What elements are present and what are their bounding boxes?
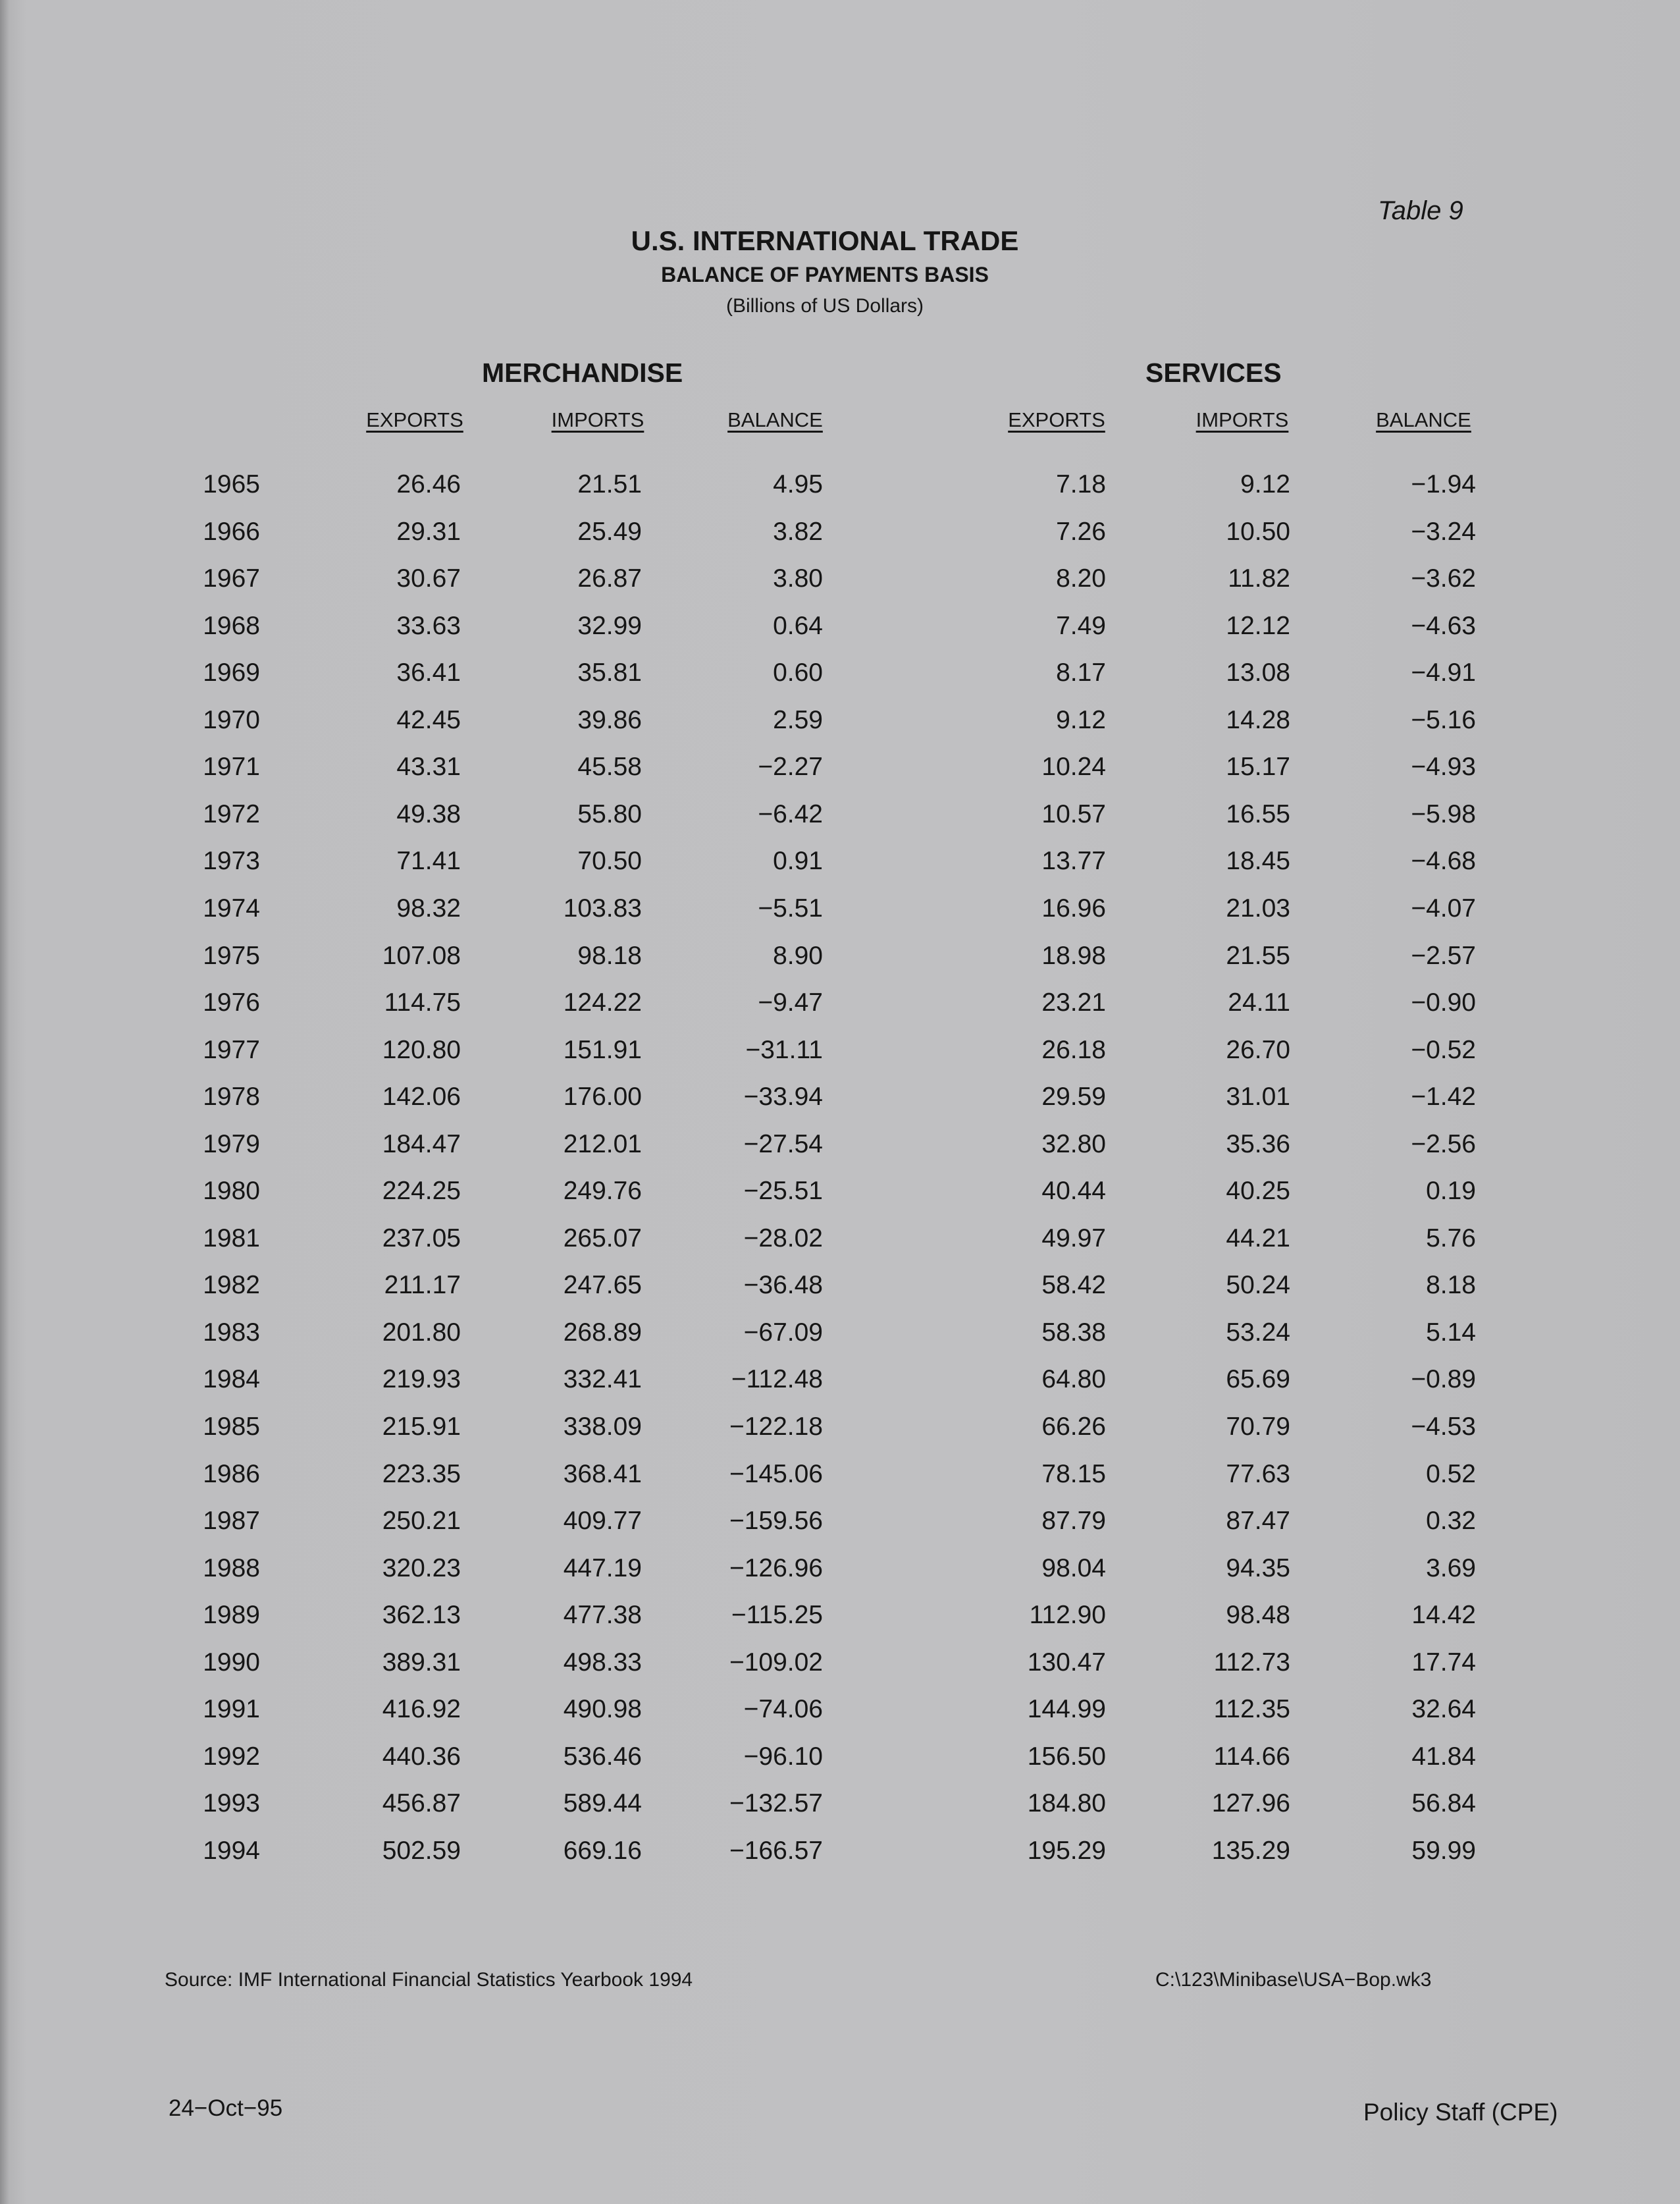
serv-balance-cell: −4.63 <box>1411 611 1476 640</box>
serv-exports-cell: 156.50 <box>1027 1742 1106 1771</box>
merch-balance-cell: 4.95 <box>773 470 823 498</box>
table-row <box>0 612 1680 651</box>
serv-exports-cell: 87.79 <box>1041 1507 1106 1536</box>
merch-imports-cell: 124.22 <box>563 988 642 1017</box>
serv-imports-cell: 127.96 <box>1211 1789 1290 1818</box>
merch-exports-cell: 320.23 <box>382 1553 461 1582</box>
serv-imports-cell: 44.21 <box>1226 1223 1290 1252</box>
merch-imports-cell: 490.98 <box>563 1695 642 1724</box>
merch-imports-header: IMPORTS <box>551 408 644 431</box>
merch-imports-cell: 249.76 <box>563 1177 642 1206</box>
year-cell: 1991 <box>203 1695 260 1724</box>
merch-balance-cell: 3.82 <box>773 517 823 546</box>
serv-exports-cell: 8.20 <box>1056 564 1106 593</box>
year-cell: 1966 <box>203 517 260 546</box>
merch-exports-cell: 201.80 <box>382 1318 461 1347</box>
table-row <box>0 1271 1680 1310</box>
serv-imports-cell: 65.69 <box>1226 1365 1290 1394</box>
table-row <box>0 1601 1680 1640</box>
table-label: Table 9 <box>1378 196 1463 225</box>
merch-exports-cell: 440.36 <box>382 1742 461 1771</box>
merch-imports-cell: 247.65 <box>563 1271 642 1300</box>
year-cell: 1971 <box>203 753 260 782</box>
merch-imports-cell: 26.87 <box>577 564 642 593</box>
merch-imports-cell: 151.91 <box>563 1035 642 1064</box>
table-row <box>0 800 1680 840</box>
merch-exports-cell: 36.41 <box>396 659 461 687</box>
merch-balance-cell: 0.91 <box>773 847 823 876</box>
serv-imports-cell: 10.50 <box>1226 517 1290 546</box>
source-note: Source: IMF International Financial Statistics Yearbook 1994 <box>165 1969 693 1991</box>
serv-imports-cell: 94.35 <box>1226 1553 1290 1582</box>
merch-exports-cell: 43.31 <box>396 753 461 782</box>
serv-balance-cell: 8.18 <box>1426 1271 1476 1300</box>
merch-balance-cell: 2.59 <box>773 705 823 734</box>
table-row <box>0 1130 1680 1169</box>
serv-balance-cell: 17.74 <box>1411 1648 1476 1677</box>
serv-imports-cell: 21.55 <box>1226 941 1290 970</box>
merch-imports-cell: 669.16 <box>563 1836 642 1865</box>
serv-exports-cell: 58.42 <box>1041 1271 1106 1300</box>
serv-imports-cell: 12.12 <box>1226 611 1290 640</box>
serv-exports-cell: 195.29 <box>1027 1836 1106 1865</box>
merch-exports-cell: 215.91 <box>382 1412 461 1441</box>
year-cell: 1968 <box>203 611 260 640</box>
merch-balance-cell: −109.02 <box>729 1648 823 1677</box>
year-cell: 1990 <box>203 1648 260 1677</box>
serv-imports-cell: 114.66 <box>1213 1742 1290 1771</box>
merch-imports-cell: 176.00 <box>563 1083 642 1112</box>
merch-balance-cell: 8.90 <box>773 941 823 970</box>
merch-imports-cell: 45.58 <box>577 753 642 782</box>
serv-balance-cell: 41.84 <box>1411 1742 1476 1771</box>
serv-exports-cell: 9.12 <box>1056 705 1106 734</box>
serv-imports-cell: 24.11 <box>1228 988 1290 1017</box>
table-row <box>0 988 1680 1028</box>
serv-exports-cell: 112.90 <box>1029 1601 1106 1630</box>
merch-imports-cell: 39.86 <box>577 705 642 734</box>
merch-exports-cell: 211.17 <box>384 1271 461 1300</box>
serv-imports-cell: 9.12 <box>1240 470 1290 498</box>
units-note: (Billions of US Dollars) <box>725 295 924 317</box>
serv-balance-header: BALANCE <box>1376 408 1471 431</box>
serv-imports-cell: 98.48 <box>1226 1601 1290 1630</box>
merch-imports-cell: 332.41 <box>563 1365 642 1394</box>
merch-exports-cell: 120.80 <box>382 1035 461 1064</box>
serv-imports-cell: 112.35 <box>1213 1695 1290 1724</box>
serv-exports-cell: 98.04 <box>1041 1553 1106 1582</box>
merch-exports-cell: 219.93 <box>382 1365 461 1394</box>
serv-exports-cell: 184.80 <box>1027 1789 1106 1818</box>
table-row <box>0 847 1680 886</box>
year-cell: 1984 <box>203 1365 260 1394</box>
merch-exports-cell: 114.75 <box>384 988 461 1017</box>
table-row <box>0 1648 1680 1688</box>
serv-balance-cell: −5.16 <box>1411 705 1476 734</box>
year-cell: 1975 <box>203 941 260 970</box>
serv-imports-cell: 135.29 <box>1211 1836 1290 1865</box>
table-row <box>0 564 1680 604</box>
serv-imports-cell: 31.01 <box>1226 1083 1290 1112</box>
table-row <box>0 1789 1680 1829</box>
merch-exports-cell: 142.06 <box>382 1083 461 1112</box>
merch-balance-header: BALANCE <box>727 408 823 431</box>
year-cell: 1980 <box>203 1177 260 1206</box>
serv-imports-cell: 50.24 <box>1226 1271 1290 1300</box>
merch-imports-cell: 25.49 <box>577 517 642 546</box>
merch-imports-cell: 338.09 <box>563 1412 642 1441</box>
merch-imports-cell: 21.51 <box>577 470 642 498</box>
table-row <box>0 1412 1680 1452</box>
serv-imports-cell: 53.24 <box>1226 1318 1290 1347</box>
merch-balance-cell: −96.10 <box>743 1742 823 1771</box>
year-cell: 1978 <box>203 1083 260 1112</box>
serv-balance-cell: 0.19 <box>1426 1177 1476 1206</box>
table-row <box>0 1224 1680 1264</box>
serv-balance-cell: −2.57 <box>1411 941 1476 970</box>
table-row <box>0 1554 1680 1594</box>
merch-exports-cell: 502.59 <box>382 1836 461 1865</box>
table-row <box>0 518 1680 557</box>
merch-balance-cell: −126.96 <box>729 1553 823 1582</box>
serv-imports-cell: 112.73 <box>1213 1648 1290 1677</box>
serv-exports-cell: 8.17 <box>1056 659 1106 687</box>
merch-balance-cell: −166.57 <box>729 1836 823 1865</box>
serv-imports-cell: 70.79 <box>1226 1412 1290 1441</box>
merch-imports-cell: 32.99 <box>577 611 642 640</box>
year-cell: 1981 <box>203 1223 260 1252</box>
merch-balance-cell: 0.64 <box>773 611 823 640</box>
serv-exports-cell: 26.18 <box>1041 1035 1106 1064</box>
year-cell: 1973 <box>203 847 260 876</box>
merch-balance-cell: −122.18 <box>729 1412 823 1441</box>
table-row <box>0 753 1680 792</box>
serv-imports-cell: 87.47 <box>1226 1507 1290 1536</box>
serv-balance-cell: −1.94 <box>1411 470 1476 498</box>
merch-balance-cell: −67.09 <box>743 1318 823 1347</box>
serv-exports-cell: 40.44 <box>1041 1177 1106 1206</box>
serv-balance-cell: −3.62 <box>1411 564 1476 593</box>
table-row <box>0 1460 1680 1499</box>
merch-balance-cell: −9.47 <box>758 988 823 1017</box>
year-cell: 1982 <box>203 1271 260 1300</box>
merch-imports-cell: 477.38 <box>563 1601 642 1630</box>
year-cell: 1969 <box>203 659 260 687</box>
table-row <box>0 1036 1680 1075</box>
serv-balance-cell: −5.98 <box>1411 799 1476 828</box>
serv-balance-cell: −4.07 <box>1411 894 1476 923</box>
serv-exports-header: EXPORTS <box>1008 408 1105 431</box>
serv-imports-cell: 35.36 <box>1226 1129 1290 1158</box>
merch-imports-cell: 498.33 <box>563 1648 642 1677</box>
serv-exports-cell: 58.38 <box>1041 1318 1106 1347</box>
year-cell: 1970 <box>203 705 260 734</box>
serv-exports-cell: 144.99 <box>1027 1695 1106 1724</box>
table-row <box>0 1365 1680 1405</box>
serv-imports-cell: 18.45 <box>1226 847 1290 876</box>
merch-exports-cell: 29.31 <box>396 517 461 546</box>
merch-exports-cell: 223.35 <box>382 1459 461 1488</box>
merch-exports-cell: 42.45 <box>396 705 461 734</box>
year-cell: 1993 <box>203 1789 260 1818</box>
serv-imports-cell: 14.28 <box>1226 705 1290 734</box>
merch-balance-cell: −36.48 <box>743 1271 823 1300</box>
merch-imports-cell: 98.18 <box>577 941 642 970</box>
page-title: U.S. INTERNATIONAL TRADE <box>631 225 1019 256</box>
merch-imports-cell: 589.44 <box>563 1789 642 1818</box>
serv-balance-cell: 56.84 <box>1411 1789 1476 1818</box>
serv-exports-cell: 10.57 <box>1041 799 1106 828</box>
merch-imports-cell: 447.19 <box>563 1553 642 1582</box>
serv-exports-cell: 130.47 <box>1027 1648 1106 1677</box>
table-row <box>0 1695 1680 1734</box>
merch-balance-cell: −5.51 <box>758 894 823 923</box>
serv-balance-cell: −3.24 <box>1411 517 1476 546</box>
serv-exports-cell: 7.49 <box>1056 611 1106 640</box>
serv-imports-cell: 21.03 <box>1226 894 1290 923</box>
serv-imports-cell: 26.70 <box>1226 1035 1290 1064</box>
serv-imports-cell: 15.17 <box>1226 753 1290 782</box>
merch-exports-cell: 98.32 <box>396 894 461 923</box>
merch-exports-cell: 416.92 <box>382 1695 461 1724</box>
merch-balance-cell: −25.51 <box>743 1177 823 1206</box>
serv-exports-cell: 18.98 <box>1041 941 1106 970</box>
year-cell: 1972 <box>203 799 260 828</box>
year-cell: 1983 <box>203 1318 260 1347</box>
year-cell: 1987 <box>203 1507 260 1536</box>
table-row <box>0 470 1680 510</box>
serv-exports-cell: 29.59 <box>1041 1083 1106 1112</box>
serv-balance-cell: −2.56 <box>1411 1129 1476 1158</box>
merch-balance-cell: −2.27 <box>758 753 823 782</box>
serv-exports-cell: 13.77 <box>1041 847 1106 876</box>
author-footer: Policy Staff (CPE) <box>1363 2099 1558 2126</box>
merch-balance-cell: −145.06 <box>729 1459 823 1488</box>
serv-balance-cell: 14.42 <box>1411 1601 1476 1630</box>
merch-exports-cell: 224.25 <box>382 1177 461 1206</box>
year-cell: 1989 <box>203 1601 260 1630</box>
table-row <box>0 1177 1680 1216</box>
merch-imports-cell: 103.83 <box>563 894 642 923</box>
year-cell: 1979 <box>203 1129 260 1158</box>
serv-balance-cell: −4.93 <box>1411 753 1476 782</box>
year-cell: 1974 <box>203 894 260 923</box>
serv-balance-cell: 0.52 <box>1426 1459 1476 1488</box>
serv-balance-cell: 59.99 <box>1411 1836 1476 1865</box>
merch-exports-cell: 30.67 <box>396 564 461 593</box>
serv-balance-cell: 5.76 <box>1426 1223 1476 1252</box>
merch-imports-cell: 55.80 <box>577 799 642 828</box>
merch-balance-cell: −31.11 <box>745 1035 823 1064</box>
merch-exports-cell: 456.87 <box>382 1789 461 1818</box>
table-row <box>0 1083 1680 1122</box>
merch-balance-cell: −6.42 <box>758 799 823 828</box>
serv-imports-cell: 40.25 <box>1226 1177 1290 1206</box>
serv-exports-cell: 32.80 <box>1041 1129 1106 1158</box>
serv-imports-cell: 11.82 <box>1228 564 1290 593</box>
year-cell: 1994 <box>203 1836 260 1865</box>
serv-exports-cell: 7.18 <box>1056 470 1106 498</box>
merch-balance-cell: −112.48 <box>731 1365 823 1394</box>
document-date: 24−Oct−95 <box>169 2095 283 2121</box>
year-cell: 1965 <box>203 470 260 498</box>
merch-exports-cell: 49.38 <box>396 799 461 828</box>
serv-balance-cell: −0.89 <box>1411 1365 1476 1394</box>
merch-balance-cell: −28.02 <box>743 1223 823 1252</box>
table-row <box>0 1318 1680 1358</box>
year-cell: 1976 <box>203 988 260 1017</box>
merch-balance-cell: 0.60 <box>773 659 823 687</box>
merch-exports-cell: 389.31 <box>382 1648 461 1677</box>
merch-imports-cell: 268.89 <box>563 1318 642 1347</box>
year-cell: 1977 <box>203 1035 260 1064</box>
merch-balance-cell: 3.80 <box>773 564 823 593</box>
serv-exports-cell: 78.15 <box>1041 1459 1106 1488</box>
services-group-heading: SERVICES <box>1145 358 1282 388</box>
serv-balance-cell: −4.53 <box>1411 1412 1476 1441</box>
merch-exports-cell: 107.08 <box>382 941 461 970</box>
serv-exports-cell: 66.26 <box>1041 1412 1106 1441</box>
year-cell: 1967 <box>203 564 260 593</box>
table-row <box>0 942 1680 981</box>
year-cell: 1988 <box>203 1553 260 1582</box>
merch-balance-cell: −27.54 <box>743 1129 823 1158</box>
serv-balance-cell: −1.42 <box>1411 1083 1476 1112</box>
serv-imports-cell: 16.55 <box>1226 799 1290 828</box>
serv-exports-cell: 7.26 <box>1056 517 1106 546</box>
serv-exports-cell: 64.80 <box>1041 1365 1106 1394</box>
serv-balance-cell: −0.52 <box>1411 1035 1476 1064</box>
merch-exports-cell: 184.47 <box>382 1129 461 1158</box>
table-row <box>0 659 1680 698</box>
serv-imports-cell: 77.63 <box>1226 1459 1290 1488</box>
table-row <box>0 706 1680 745</box>
serv-imports-cell: 13.08 <box>1226 659 1290 687</box>
year-cell: 1986 <box>203 1459 260 1488</box>
serv-balance-cell: 5.14 <box>1426 1318 1476 1347</box>
table-row <box>0 1837 1680 1876</box>
serv-imports-header: IMPORTS <box>1195 408 1289 431</box>
merch-balance-cell: −115.25 <box>731 1601 823 1630</box>
table-row <box>0 1742 1680 1782</box>
serv-exports-cell: 16.96 <box>1041 894 1106 923</box>
serv-balance-cell: −4.91 <box>1411 659 1476 687</box>
merch-exports-cell: 250.21 <box>382 1507 461 1536</box>
serv-balance-cell: 0.32 <box>1426 1507 1476 1536</box>
merch-imports-cell: 409.77 <box>563 1507 642 1536</box>
year-cell: 1992 <box>203 1742 260 1771</box>
serv-balance-cell: −0.90 <box>1411 988 1476 1017</box>
serv-balance-cell: 32.64 <box>1411 1695 1476 1724</box>
serv-exports-cell: 10.24 <box>1041 753 1106 782</box>
merch-imports-cell: 265.07 <box>563 1223 642 1252</box>
merch-imports-cell: 536.46 <box>563 1742 642 1771</box>
merch-imports-cell: 35.81 <box>577 659 642 687</box>
year-cell: 1985 <box>203 1412 260 1441</box>
merch-balance-cell: −159.56 <box>729 1507 823 1536</box>
serv-exports-cell: 49.97 <box>1041 1223 1106 1252</box>
merchandise-group-heading: MERCHANDISE <box>482 358 683 388</box>
merch-exports-header: EXPORTS <box>366 408 463 431</box>
serv-exports-cell: 23.21 <box>1041 988 1106 1017</box>
merch-balance-cell: −74.06 <box>743 1695 823 1724</box>
merch-exports-cell: 71.41 <box>396 847 461 876</box>
merch-exports-cell: 26.46 <box>396 470 461 498</box>
merch-balance-cell: −33.94 <box>743 1083 823 1112</box>
file-path: C:\123\Minibase\USA−Bop.wk3 <box>1155 1969 1432 1991</box>
merch-imports-cell: 70.50 <box>577 847 642 876</box>
serv-balance-cell: −4.68 <box>1411 847 1476 876</box>
merch-balance-cell: −132.57 <box>729 1789 823 1818</box>
merch-exports-cell: 33.63 <box>396 611 461 640</box>
page-subtitle: BALANCE OF PAYMENTS BASIS <box>661 263 989 286</box>
merch-imports-cell: 368.41 <box>563 1459 642 1488</box>
table-row <box>0 894 1680 934</box>
table-row <box>0 1507 1680 1546</box>
serv-balance-cell: 3.69 <box>1426 1553 1476 1582</box>
merch-imports-cell: 212.01 <box>563 1129 642 1158</box>
merch-exports-cell: 237.05 <box>382 1223 461 1252</box>
merch-exports-cell: 362.13 <box>382 1601 461 1630</box>
